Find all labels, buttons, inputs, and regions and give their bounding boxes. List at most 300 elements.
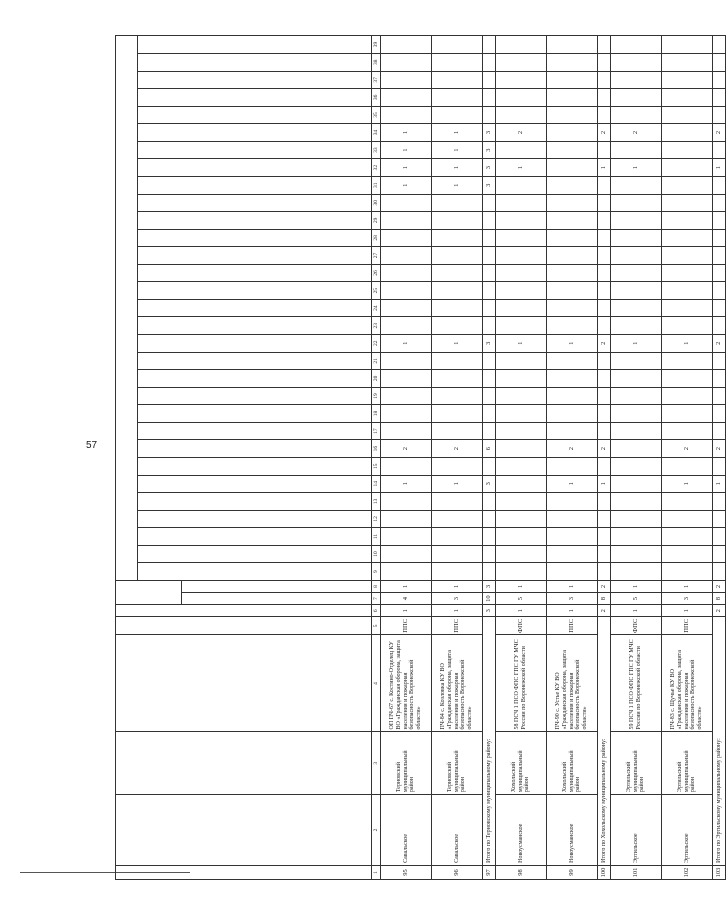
row-equipment-value — [381, 89, 432, 107]
row-groups: 3 — [483, 580, 496, 592]
row-equipment-value — [713, 247, 726, 265]
row-equipment-value — [496, 264, 547, 282]
row-equipment-value — [496, 299, 547, 317]
row-equipment-value — [662, 352, 713, 370]
row-equipment-value: 2 — [713, 124, 726, 142]
column-number: 34 — [372, 124, 381, 142]
row-equipment-value — [432, 89, 483, 107]
header-groups-count — [116, 580, 182, 604]
row-equipment-value — [432, 36, 483, 54]
header-equipment-28 — [138, 229, 372, 247]
row-equipment-value: 1 — [611, 335, 662, 353]
row-organization: 59 ПСЧ 1 ПСО ФПС ГПС ГУ МЧС России по Воронежской области — [611, 635, 662, 732]
row-equipment-value — [547, 299, 598, 317]
row-groups: 1 — [496, 580, 547, 592]
row-equipment-value: 3 — [483, 335, 496, 353]
row-equipment-value — [432, 212, 483, 230]
row-equipment-value — [483, 317, 496, 335]
row-equipment-value — [598, 106, 611, 124]
row-equipment-value — [713, 370, 726, 388]
row-equipment-value — [381, 54, 432, 72]
row-equipment-value — [598, 282, 611, 300]
column-number: 13 — [372, 493, 381, 511]
row-people: 3 — [547, 593, 598, 605]
row-equipment-value — [713, 54, 726, 72]
equipment-table — [115, 35, 726, 880]
row-equipment-value — [381, 317, 432, 335]
row-equipment-value — [713, 264, 726, 282]
row-equipment-value — [713, 229, 726, 247]
column-number: 8 — [372, 580, 381, 592]
row-equipment-value — [662, 387, 713, 405]
row-equipment-value — [598, 247, 611, 265]
row-equipment-value — [496, 36, 547, 54]
row-equipment-value: 2 — [598, 335, 611, 353]
row-equipment-value — [432, 457, 483, 475]
row-equipment-value: 2 — [662, 440, 713, 458]
row-equipment-value — [611, 475, 662, 493]
row-equipment-value — [432, 247, 483, 265]
row-municipality: Терновский муниципальный район — [381, 732, 432, 795]
column-number: 32 — [372, 159, 381, 177]
row-equipment-value — [496, 176, 547, 194]
row-people: 3 — [662, 593, 713, 605]
row-equipment-value — [611, 229, 662, 247]
row-equipment-value — [483, 54, 496, 72]
row-equipment-value — [598, 229, 611, 247]
row-equipment-value — [662, 159, 713, 177]
row-equipment-value — [496, 212, 547, 230]
row-equipment-value — [713, 387, 726, 405]
row-equipment-value — [432, 510, 483, 528]
header-equipment-37 — [138, 71, 372, 89]
header-equipment-9 — [138, 563, 372, 581]
row-people: 3 — [432, 593, 483, 605]
row-equipment-value — [611, 194, 662, 212]
row-equipment-value — [496, 545, 547, 563]
row-equipment-value: 1 — [547, 335, 598, 353]
row-equipment-value — [662, 317, 713, 335]
row-equipment-value — [598, 141, 611, 159]
header-equipment-12 — [138, 510, 372, 528]
row-equipment-value — [381, 405, 432, 423]
row-equipment-value — [483, 510, 496, 528]
row-equipment-value — [483, 299, 496, 317]
row-equipment-value — [662, 247, 713, 265]
column-number: 27 — [372, 247, 381, 265]
header-equipment-title — [116, 36, 138, 581]
table-row — [598, 36, 611, 880]
row-equipment-value — [598, 352, 611, 370]
row-equipment-value — [496, 317, 547, 335]
header-equipment-23 — [138, 317, 372, 335]
row-settlement: Эртильское — [662, 795, 713, 866]
row-equipment-value — [547, 89, 598, 107]
row-equipment-value — [611, 106, 662, 124]
row-equipment-value — [381, 457, 432, 475]
row-equipment-value — [611, 563, 662, 581]
row-equipment-value — [496, 387, 547, 405]
table-row — [611, 36, 662, 880]
row-equipment-value — [483, 36, 496, 54]
column-number: 3 — [372, 732, 381, 795]
row-equipment-value: 1 — [381, 335, 432, 353]
row-equipment-value — [598, 36, 611, 54]
row-number: 95 — [381, 865, 432, 879]
header-equipment-31 — [138, 176, 372, 194]
header-equipment-34 — [138, 124, 372, 142]
header-no — [116, 865, 372, 879]
row-equipment-value — [432, 264, 483, 282]
row-formations: 1 — [496, 605, 547, 617]
row-equipment-value — [483, 563, 496, 581]
row-groups: 2 — [713, 580, 726, 592]
header-formations-count — [116, 605, 372, 617]
row-equipment-value — [483, 247, 496, 265]
row-equipment-value — [547, 528, 598, 546]
row-number: 99 — [547, 865, 598, 879]
row-equipment-value — [611, 176, 662, 194]
row-equipment-value — [662, 457, 713, 475]
row-organization: ПЧ-83 с. Щучье КУ ВО «Гражданская оборона, защита населения и пожарная безопасность Воронежской области» — [662, 635, 713, 732]
row-equipment-value — [611, 387, 662, 405]
column-number: 28 — [372, 229, 381, 247]
row-equipment-value — [496, 528, 547, 546]
header-equipment-22 — [138, 335, 372, 353]
header-equipment-33 — [138, 141, 372, 159]
row-equipment-value — [483, 71, 496, 89]
row-formations: 2 — [713, 605, 726, 617]
row-equipment-value — [611, 247, 662, 265]
header-equipment-16 — [138, 440, 372, 458]
row-formations: 1 — [432, 605, 483, 617]
header-equipment-13 — [138, 493, 372, 511]
row-equipment-value — [713, 317, 726, 335]
page-number: 57 — [86, 440, 98, 451]
row-equipment-value — [662, 528, 713, 546]
header-equipment-24 — [138, 299, 372, 317]
header-equipment-10 — [138, 545, 372, 563]
row-equipment-value — [496, 194, 547, 212]
row-equipment-value — [611, 405, 662, 423]
row-equipment-value — [381, 563, 432, 581]
column-number: 17 — [372, 422, 381, 440]
row-equipment-value — [547, 212, 598, 230]
row-equipment-value: 3 — [483, 141, 496, 159]
row-people: 10 — [483, 593, 496, 605]
header-equipment-19 — [138, 387, 372, 405]
row-equipment-value — [662, 493, 713, 511]
row-equipment-value — [496, 282, 547, 300]
row-equipment-value — [662, 563, 713, 581]
column-number: 24 — [372, 299, 381, 317]
column-number: 2 — [372, 795, 381, 866]
header-equipment-29 — [138, 212, 372, 230]
row-equipment-value — [496, 457, 547, 475]
row-equipment-value — [381, 212, 432, 230]
row-equipment-value — [432, 194, 483, 212]
row-equipment-value — [496, 563, 547, 581]
row-equipment-value — [547, 545, 598, 563]
header-equipment-35 — [138, 106, 372, 124]
header-equipment-17 — [138, 422, 372, 440]
row-equipment-value — [496, 475, 547, 493]
row-equipment-value — [598, 89, 611, 107]
row-equipment-value — [611, 36, 662, 54]
row-equipment-value — [496, 422, 547, 440]
row-equipment-value: 3 — [483, 475, 496, 493]
row-equipment-value: 1 — [432, 475, 483, 493]
row-formations: 1 — [611, 605, 662, 617]
row-equipment-value: 1 — [547, 475, 598, 493]
row-equipment-value — [432, 106, 483, 124]
row-equipment-value: 2 — [547, 440, 598, 458]
row-equipment-value — [483, 282, 496, 300]
row-equipment-value — [381, 370, 432, 388]
row-equipment-value: 2 — [432, 440, 483, 458]
row-organization: ПЧ-90 с. Устье КУ ВО «Гражданская оборона, защита населения и пожарная безопасность Воронежской области» — [547, 635, 598, 732]
row-equipment-value — [713, 282, 726, 300]
row-equipment-value — [713, 299, 726, 317]
row-equipment-value — [496, 71, 547, 89]
row-equipment-value — [611, 422, 662, 440]
row-settlement: Новоусманское — [496, 795, 547, 866]
row-equipment-value — [662, 106, 713, 124]
row-equipment-value: 1 — [662, 335, 713, 353]
header-settlement — [116, 795, 372, 866]
row-equipment-value — [662, 36, 713, 54]
row-equipment-value: 1 — [381, 159, 432, 177]
row-equipment-value — [547, 264, 598, 282]
row-equipment-value: 1 — [432, 335, 483, 353]
row-equipment-value — [483, 212, 496, 230]
column-number: 7 — [372, 593, 381, 605]
row-equipment-value — [611, 510, 662, 528]
header-equipment-25 — [138, 282, 372, 300]
row-equipment-value — [662, 299, 713, 317]
column-number: 11 — [372, 528, 381, 546]
header-equipment-39 — [138, 36, 372, 54]
row-number: 97 — [483, 865, 496, 879]
row-equipment-value — [432, 493, 483, 511]
row-equipment-value — [662, 71, 713, 89]
column-number: 31 — [372, 176, 381, 194]
row-equipment-value — [547, 563, 598, 581]
row-equipment-value — [381, 545, 432, 563]
row-equipment-value — [547, 159, 598, 177]
header-equipment-32 — [138, 159, 372, 177]
row-people: 8 — [713, 593, 726, 605]
row-equipment-value — [598, 54, 611, 72]
column-number: 1 — [372, 865, 381, 879]
row-equipment-value — [381, 299, 432, 317]
row-number: 98 — [496, 865, 547, 879]
column-number: 20 — [372, 370, 381, 388]
row-equipment-value — [611, 317, 662, 335]
row-equipment-value — [662, 194, 713, 212]
row-unit-type: ППС — [662, 617, 713, 635]
row-equipment-value — [611, 370, 662, 388]
row-equipment-value — [381, 36, 432, 54]
row-equipment-value — [662, 141, 713, 159]
row-total-label: Итого по Эртильскому муниципальному району: — [713, 617, 726, 866]
row-equipment-value: 2 — [381, 440, 432, 458]
row-equipment-value — [662, 545, 713, 563]
row-equipment-value — [483, 106, 496, 124]
row-equipment-value — [547, 106, 598, 124]
column-number: 30 — [372, 194, 381, 212]
row-equipment-value — [611, 545, 662, 563]
row-equipment-value — [483, 422, 496, 440]
header-municipality — [116, 732, 372, 795]
header-equipment-30 — [138, 194, 372, 212]
header-equipment-27 — [138, 247, 372, 265]
row-equipment-value — [432, 54, 483, 72]
row-equipment-value — [598, 510, 611, 528]
row-number: 102 — [662, 865, 713, 879]
row-equipment-value — [483, 528, 496, 546]
row-equipment-value — [713, 493, 726, 511]
row-equipment-value — [496, 370, 547, 388]
row-equipment-value — [496, 106, 547, 124]
row-equipment-value — [662, 54, 713, 72]
row-organization: 58 ПСЧ 1 ПСО ФПС ГПС ГУ МЧС России по Воронежской области — [496, 635, 547, 732]
row-equipment-value — [483, 405, 496, 423]
row-equipment-value — [611, 299, 662, 317]
row-equipment-value: 2 — [496, 124, 547, 142]
row-equipment-value: 1 — [598, 159, 611, 177]
row-equipment-value — [547, 457, 598, 475]
row-equipment-value — [547, 370, 598, 388]
row-equipment-value — [662, 405, 713, 423]
row-equipment-value — [381, 71, 432, 89]
column-number: 10 — [372, 545, 381, 563]
column-number: 35 — [372, 106, 381, 124]
row-settlement: Савальское — [381, 795, 432, 866]
row-equipment-value: 1 — [713, 159, 726, 177]
row-equipment-value — [483, 194, 496, 212]
row-equipment-value — [432, 370, 483, 388]
row-equipment-value — [432, 563, 483, 581]
row-equipment-value — [598, 317, 611, 335]
row-equipment-value — [611, 89, 662, 107]
row-equipment-value — [547, 176, 598, 194]
row-equipment-value — [662, 422, 713, 440]
row-municipality: Хохольский муниципальный район — [547, 732, 598, 795]
row-equipment-value — [598, 71, 611, 89]
row-equipment-value — [611, 493, 662, 511]
row-equipment-value — [713, 141, 726, 159]
row-equipment-value: 1 — [432, 176, 483, 194]
table-row — [496, 36, 547, 880]
row-equipment-value — [713, 106, 726, 124]
row-equipment-value: 1 — [432, 141, 483, 159]
row-equipment-value — [381, 510, 432, 528]
header-unit-type — [116, 617, 372, 635]
row-settlement: Савальское — [432, 795, 483, 866]
row-equipment-value — [496, 89, 547, 107]
row-equipment-value — [547, 54, 598, 72]
row-organization: ПЧ-84 с. Козловка КУ ВО «Гражданская оборона, защита населения и пожарная безопасность Воронежской области» — [432, 635, 483, 732]
column-number: 9 — [372, 563, 381, 581]
row-unit-type: ФПС — [496, 617, 547, 635]
row-equipment-value — [662, 370, 713, 388]
column-number: 37 — [372, 71, 381, 89]
column-number: 38 — [372, 54, 381, 72]
row-equipment-value: 1 — [662, 475, 713, 493]
row-equipment-value — [547, 387, 598, 405]
row-formations: 3 — [483, 605, 496, 617]
header-equipment-18 — [138, 405, 372, 423]
row-equipment-value — [496, 141, 547, 159]
row-equipment-value — [611, 71, 662, 89]
row-equipment-value — [432, 387, 483, 405]
row-equipment-value — [547, 124, 598, 142]
row-equipment-value — [598, 457, 611, 475]
row-number: 96 — [432, 865, 483, 879]
table-row — [713, 36, 726, 880]
row-equipment-value: 1 — [432, 159, 483, 177]
column-number: 16 — [372, 440, 381, 458]
row-number: 100 — [598, 865, 611, 879]
row-settlement: Эртильское — [611, 795, 662, 866]
row-equipment-value — [432, 229, 483, 247]
row-equipment-value — [547, 422, 598, 440]
row-equipment-value — [598, 264, 611, 282]
row-equipment-value — [547, 247, 598, 265]
row-equipment-value — [483, 89, 496, 107]
row-equipment-value — [496, 510, 547, 528]
row-equipment-value — [381, 247, 432, 265]
row-equipment-value — [483, 493, 496, 511]
row-equipment-value — [611, 141, 662, 159]
row-equipment-value — [547, 71, 598, 89]
column-number: 21 — [372, 352, 381, 370]
row-equipment-value — [611, 457, 662, 475]
column-number-row — [372, 36, 381, 880]
row-equipment-value — [611, 352, 662, 370]
row-equipment-value — [598, 528, 611, 546]
column-number: 18 — [372, 405, 381, 423]
column-number: 33 — [372, 141, 381, 159]
row-equipment-value: 2 — [598, 124, 611, 142]
row-equipment-value — [598, 405, 611, 423]
row-equipment-value: 6 — [483, 440, 496, 458]
header-equipment-11 — [138, 528, 372, 546]
row-equipment-value — [598, 176, 611, 194]
row-formations: 1 — [662, 605, 713, 617]
row-equipment-value — [547, 36, 598, 54]
header-people — [182, 593, 372, 605]
row-equipment-value — [432, 545, 483, 563]
header-organization — [116, 635, 372, 732]
row-number: 103 — [713, 865, 726, 879]
row-municipality: Эртильский муниципальный район — [611, 732, 662, 795]
row-equipment-value — [432, 299, 483, 317]
row-equipment-value — [432, 317, 483, 335]
row-equipment-value — [381, 528, 432, 546]
row-equipment-value — [483, 229, 496, 247]
column-number: 26 — [372, 264, 381, 282]
row-equipment-value — [547, 317, 598, 335]
header-equipment-21 — [138, 352, 372, 370]
row-people: 5 — [496, 593, 547, 605]
row-equipment-value — [496, 440, 547, 458]
column-number: 39 — [372, 36, 381, 54]
row-equipment-value: 1 — [381, 141, 432, 159]
row-equipment-value — [713, 36, 726, 54]
row-equipment-value: 1 — [496, 159, 547, 177]
